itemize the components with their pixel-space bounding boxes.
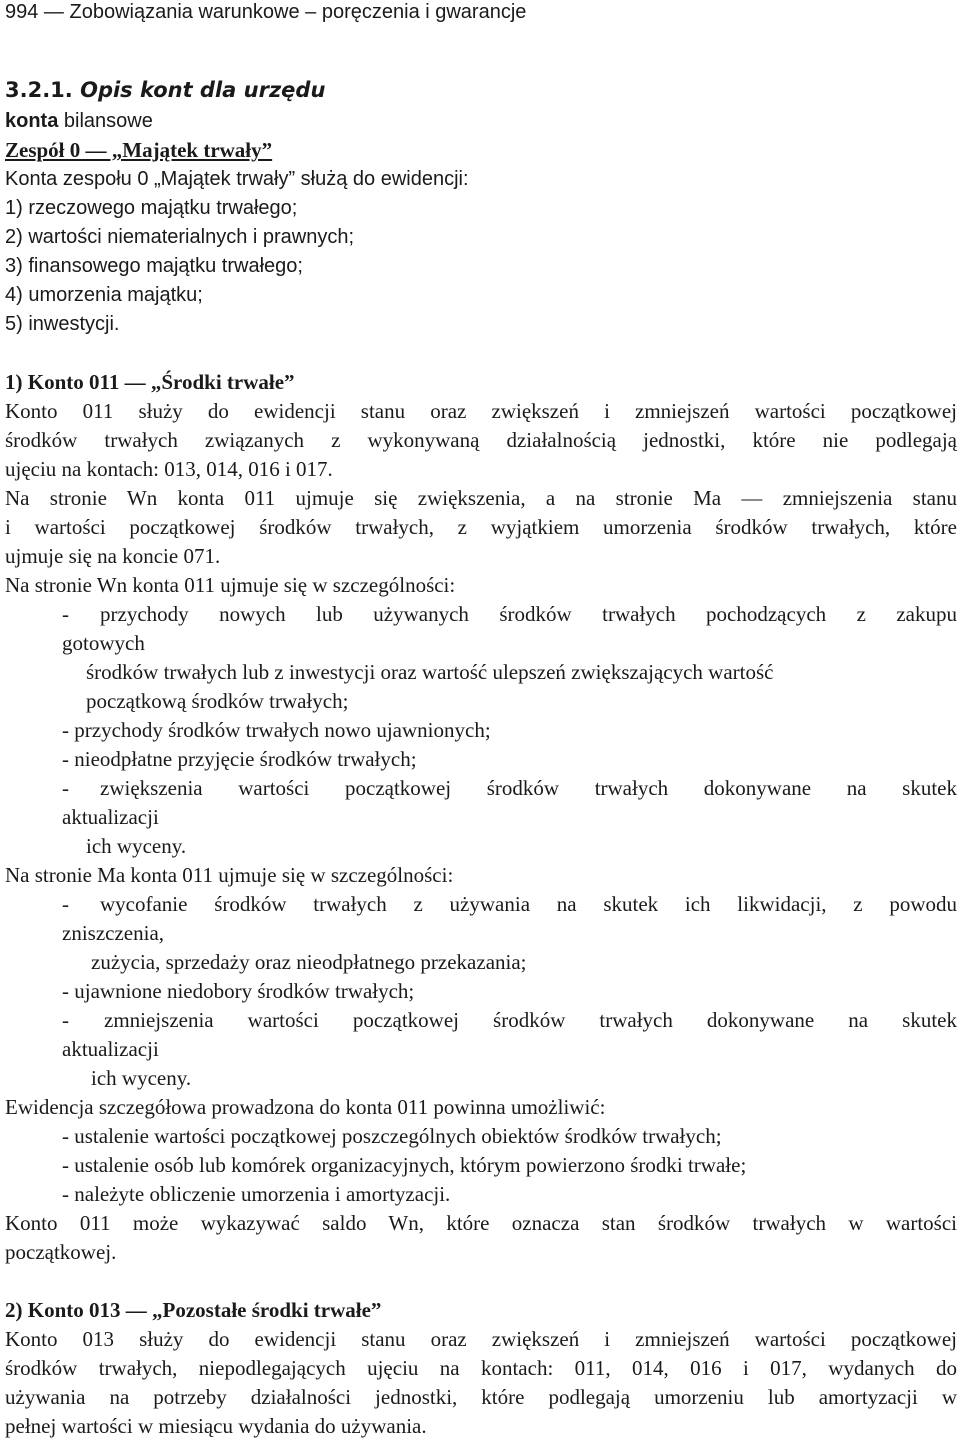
group0-heading: Zespół 0 — „Majątek trwały” [5, 138, 273, 162]
wn-item-4-line2: aktualizacji [62, 805, 159, 829]
wn-item-4-line3: ich wyceny. [86, 834, 187, 858]
ma-item-1-line3: zużycia, sprzedaży oraz nieodpłatnego przekazania; [91, 950, 527, 974]
group0-intro: Konta zespołu 0 „Majątek trwały” służą do ewidencji: [5, 168, 469, 190]
group0-item-3: 3) finansowego majątku trwałego; [5, 255, 303, 277]
konto011-para2-line1: Na stronie Wn konta 011 ujmuje się zwiększenia, a na stronie Ma — zmniejszenia stanu [5, 486, 957, 510]
konto013-line3: używania na potrzeby działalności jednostki, które podlegają umorzeniu lub amortyzacji w [5, 1385, 957, 1409]
ma-item-3: - zmniejszenia wartości początkowej środków trwałych dokonywane na skutek [62, 1008, 957, 1032]
saldo-line1: Konto 011 może wykazywać saldo Wn, które oznacza stan środków trwałych w wartości [5, 1211, 957, 1235]
ma-item-1: - wycofanie środków trwałych z używania na skutek ich likwidacji, z powodu [62, 892, 957, 916]
wn-intro: Na stronie Wn konta 011 ujmuje się w szczególności: [5, 573, 456, 597]
ma-item-1-line2: zniszczenia, [62, 921, 165, 945]
konto011-para1-line3: ujęciu na kontach: 013, 014, 016 i 017. [5, 457, 333, 481]
detail-item-1: - ustalenie wartości początkowej poszczególnych obiektów środków trwałych; [62, 1124, 722, 1148]
running-header: 994 — Zobowiązania warunkowe – poręczenia i gwarancje [5, 1, 527, 23]
subtitle-bold: konta [5, 110, 59, 132]
wn-item-1: - przychody nowych lub używanych środków trwałych pochodzących z zakupu [62, 602, 957, 626]
konto011-para1-line2: środków trwałych związanych z wykonywaną działalnością jednostki, które nie podlegają [5, 428, 957, 452]
wn-item-2: - przychody środków trwałych nowo ujawnionych; [62, 718, 491, 742]
section-number: 3.2.1. [5, 78, 73, 102]
konto013-line1: Konto 013 służy do ewidencji stanu oraz zwiększeń i zmniejszeń wartości początkowej [5, 1327, 957, 1351]
detail-item-3: - należyte obliczenie umorzenia i amortyzacji. [62, 1182, 451, 1206]
wn-item-1-line4: początkową środków trwałych; [86, 689, 349, 713]
ma-item-2: - ujawnione niedobory środków trwałych; [62, 979, 415, 1003]
group0-item-2: 2) wartości niematerialnych i prawnych; [5, 226, 355, 248]
detail-item-2: - ustalenie osób lub komórek organizacyjnych, którym powierzono środki trwałe; [62, 1153, 747, 1177]
konto011-heading: 1) Konto 011 — „Środki trwałe” [5, 370, 295, 394]
konto013-line4: pełnej wartości w miesiącu wydania do używania. [5, 1414, 427, 1438]
section-title-text: Opis kont dla urzędu [80, 78, 326, 102]
group0-item-5: 5) inwestycji. [5, 313, 120, 335]
wn-item-1-line2: gotowych [62, 631, 145, 655]
ma-item-3-line3: ich wyceny. [91, 1066, 192, 1090]
ma-item-3-line2: aktualizacji [62, 1037, 159, 1061]
saldo-line2: początkowej. [5, 1240, 117, 1264]
wn-item-1-line3: środków trwałych lub z inwestycji oraz wartość ulepszeń zwiększających wartość [86, 660, 774, 684]
group0-item-4: 4) umorzenia majątku; [5, 284, 203, 306]
ma-intro: Na stronie Ma konta 011 ujmuje się w szczególności: [5, 863, 454, 887]
konto011-para2-line3: ujmuje się na koncie 071. [5, 544, 221, 568]
subtitle-rest: bilansowe [58, 110, 153, 132]
section-title [5, 76, 957, 104]
konto013-line2: środków trwałych, niepodlegających ujęciu na kontach: 011, 014, 016 i 017, wydanych do [5, 1356, 957, 1380]
wn-item-4: - zwiększenia wartości początkowej środków trwałych dokonywane na skutek [62, 776, 957, 800]
subtitle [5, 107, 957, 136]
konto013-heading: 2) Konto 013 — „Pozostałe środki trwałe” [5, 1298, 382, 1322]
konto011-para2-line2: i wartości początkowej środków trwałych, z wyjątkiem umorzenia środków trwałych, które [5, 515, 957, 539]
konto011-para1-line1: Konto 011 służy do ewidencji stanu oraz zwiększeń i zmniejszeń wartości początkowej [5, 399, 957, 423]
detail-intro: Ewidencja szczegółowa prowadzona do konta 011 powinna umożliwić: [5, 1095, 606, 1119]
wn-item-3: - nieodpłatne przyjęcie środków trwałych; [62, 747, 417, 771]
group0-item-1: 1) rzeczowego majątku trwałego; [5, 197, 298, 219]
